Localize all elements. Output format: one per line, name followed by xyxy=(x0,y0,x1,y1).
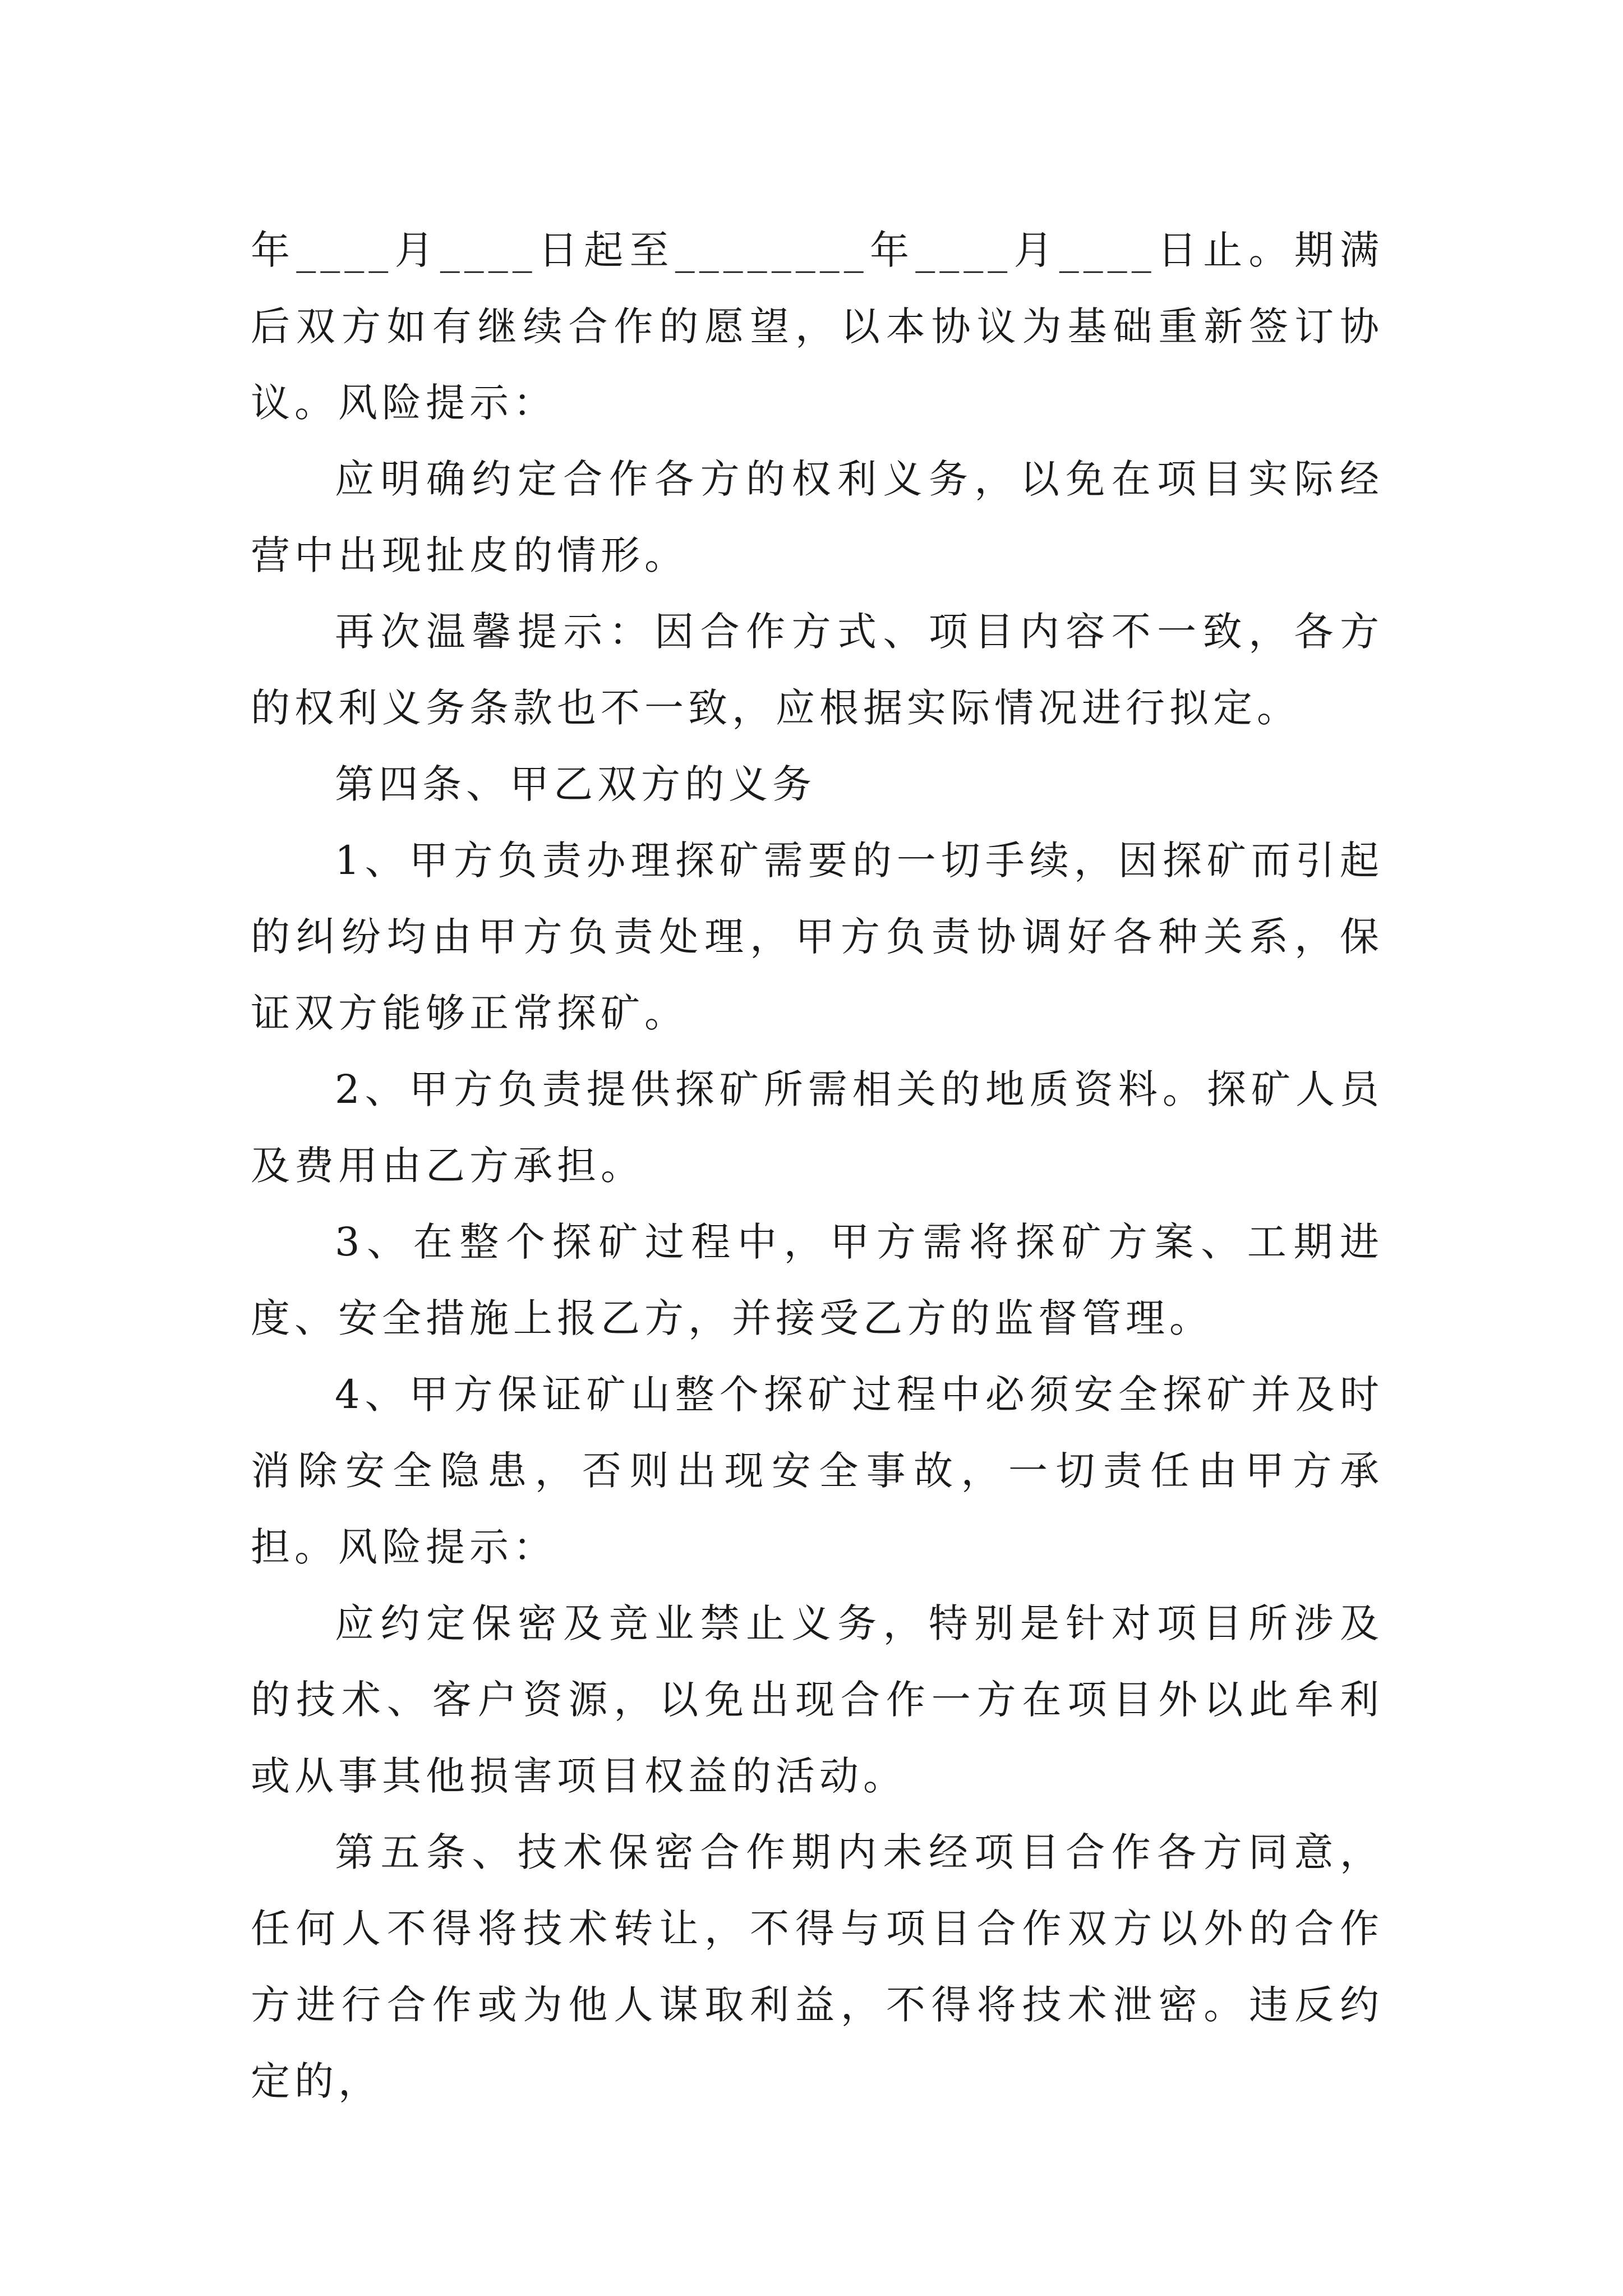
paragraph-duty-1: 1、甲方负责办理探矿需要的一切手续，因探矿而引起的纠纷均由甲方负责处理，甲方负责协调好各种关系，保证双方能够正常探矿。 xyxy=(251,838,1384,1036)
paragraph-term-period: 年____月____日起至________年____月____日止。期满后双方如有继续合作的愿望，以本协议为基础重新签订协议。风险提示： xyxy=(251,227,1384,426)
paragraph-duty-4: 4、甲方保证矿山整个探矿过程中必须安全探矿并及时消除安全隐患，否则出现安全事故，一切责任由甲方承担。风险提示： xyxy=(251,1372,1384,1570)
paragraph-risk-note-confidentiality: 应约定保密及竞业禁止义务，特别是针对项目所涉及的技术、客户资源，以免出现合作一方在项目外以此牟利或从事其他损害项目权益的活动。 xyxy=(251,1600,1384,1799)
paragraph-risk-note-rights: 应明确约定合作各方的权利义务，以免在项目实际经营中出现扯皮的情形。 xyxy=(251,456,1384,578)
paragraph-reminder: 再次温馨提示：因合作方式、项目内容不一致，各方的权利义务条款也不一致，应根据实际情况进行拟定。 xyxy=(251,609,1384,731)
document-body xyxy=(251,212,1384,2119)
paragraph-article-four-heading: 第四条、甲乙双方的义务 xyxy=(335,761,816,807)
paragraph-article-five: 第五条、技术保密合作期内未经项目合作各方同意，任何人不得将技术转让，不得与项目合作双方以外的合作方进行合作或为他人谋取利益，不得将技术泄密。违反约定的， xyxy=(251,1829,1384,2104)
paragraph-duty-2: 2、甲方负责提供探矿所需相关的地质资料。探矿人员及费用由乙方承担。 xyxy=(251,1066,1384,1189)
paragraph-duty-3: 3、在整个探矿过程中，甲方需将探矿方案、工期进度、安全措施上报乙方，并接受乙方的监督管理。 xyxy=(251,1219,1384,1341)
